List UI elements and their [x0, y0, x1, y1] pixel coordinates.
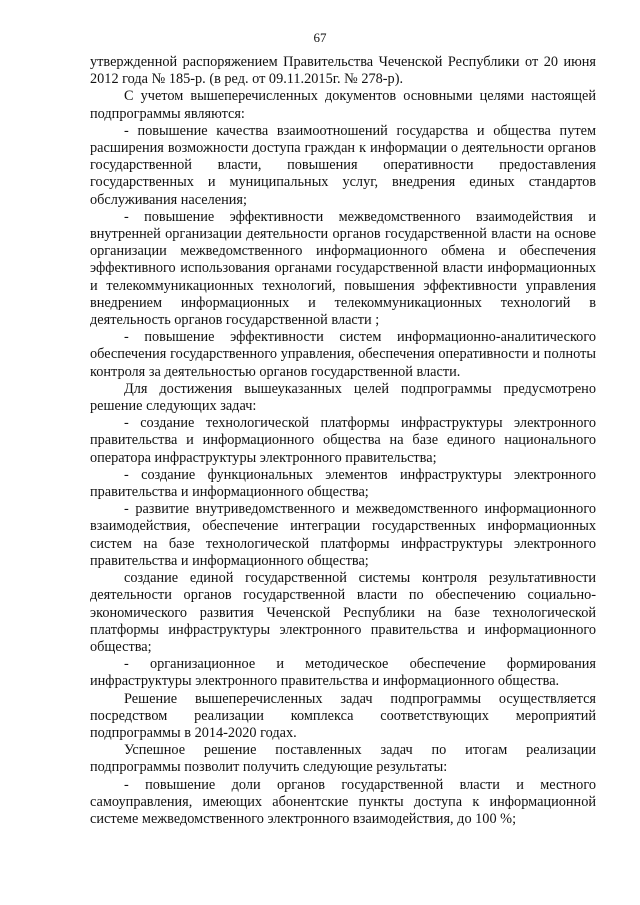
list-item: - повышение качества взаимоотношений государства и общества путем расширения возможности доступа граждан к информации о деятельности органов государственной власти, повышения оперативности предоставления государственных и муниципальных услуг, внедрения единых стандартов обслуживания населения;	[90, 122, 596, 208]
list-item: - создание функциональных элементов инфраструктуры электронного правительства и информационного общества;	[90, 466, 596, 501]
list-item: - повышение эффективности межведомственного взаимодействия и внутренней организации деятельности органов государственной власти на основе организации межведомственного информационного обмена и обеспечения эффективного использования органами государственной власти информационных и телекоммуникационных технологий, повышения эффективности управления внедрением информационных и телекоммуникационных технологий в деятельность органов государственной власти ;	[90, 208, 596, 329]
list-item: - организационное и методическое обеспечение формирования инфраструктуры электронного правительства и информационного общества.	[90, 656, 596, 690]
list-item: - повышение эффективности систем информационно-аналитического обеспечения государственного управления, обеспечения оперативности и полноты контроля за деятельностью органов государственной власти.	[90, 329, 596, 380]
document-body	[90, 54, 596, 828]
paragraph: Для достижения вышеуказанных целей подпрограммы предусмотрено решение следующих задач:	[90, 380, 596, 415]
list-item: - создание технологической платформы инфраструктуры электронного правительства и информационного общества на базе единого национального оператора инфраструктуры электронного правительства;	[90, 415, 596, 466]
paragraph: С учетом вышеперечисленных документов основными целями настоящей подпрограммы являются:	[90, 88, 596, 122]
list-item: - повышение доли органов государственной власти и местного самоуправления, имеющих абонентские пункты доступа к информационной системе межведомственного электронного взаимодействия, до 100 %;	[90, 776, 596, 827]
paragraph: Решение вышеперечисленных задач подпрограммы осуществляется посредством реализации комплекса соответствующих мероприятий подпрограммы в 2014-2020 годах.	[90, 690, 596, 741]
paragraph: Успешное решение поставленных задач по итогам реализации подпрограммы позволит получить следующие результаты:	[90, 742, 596, 776]
page-number: 67	[313, 30, 327, 45]
list-item: - развитие внутриведомственного и межведомственного информационного взаимодействия, обеспечение интеграции государственных информационных систем на базе технологической платформы инфраструктуры электронного правительства и информационного общества;	[90, 501, 596, 569]
list-item: создание единой государственной системы контроля результативности деятельности органов государственной власти по обеспечению социально-экономического развития Чеченской Республики на базе технологической платформы инфраструктуры электронного правительства и информационного общества;	[90, 570, 596, 655]
paragraph: утвержденной распоряжением Правительства Чеченской Республики от 20 июня 2012 года № 185-р. (в ред. от 09.11.2015г. № 278-р).	[90, 54, 596, 88]
